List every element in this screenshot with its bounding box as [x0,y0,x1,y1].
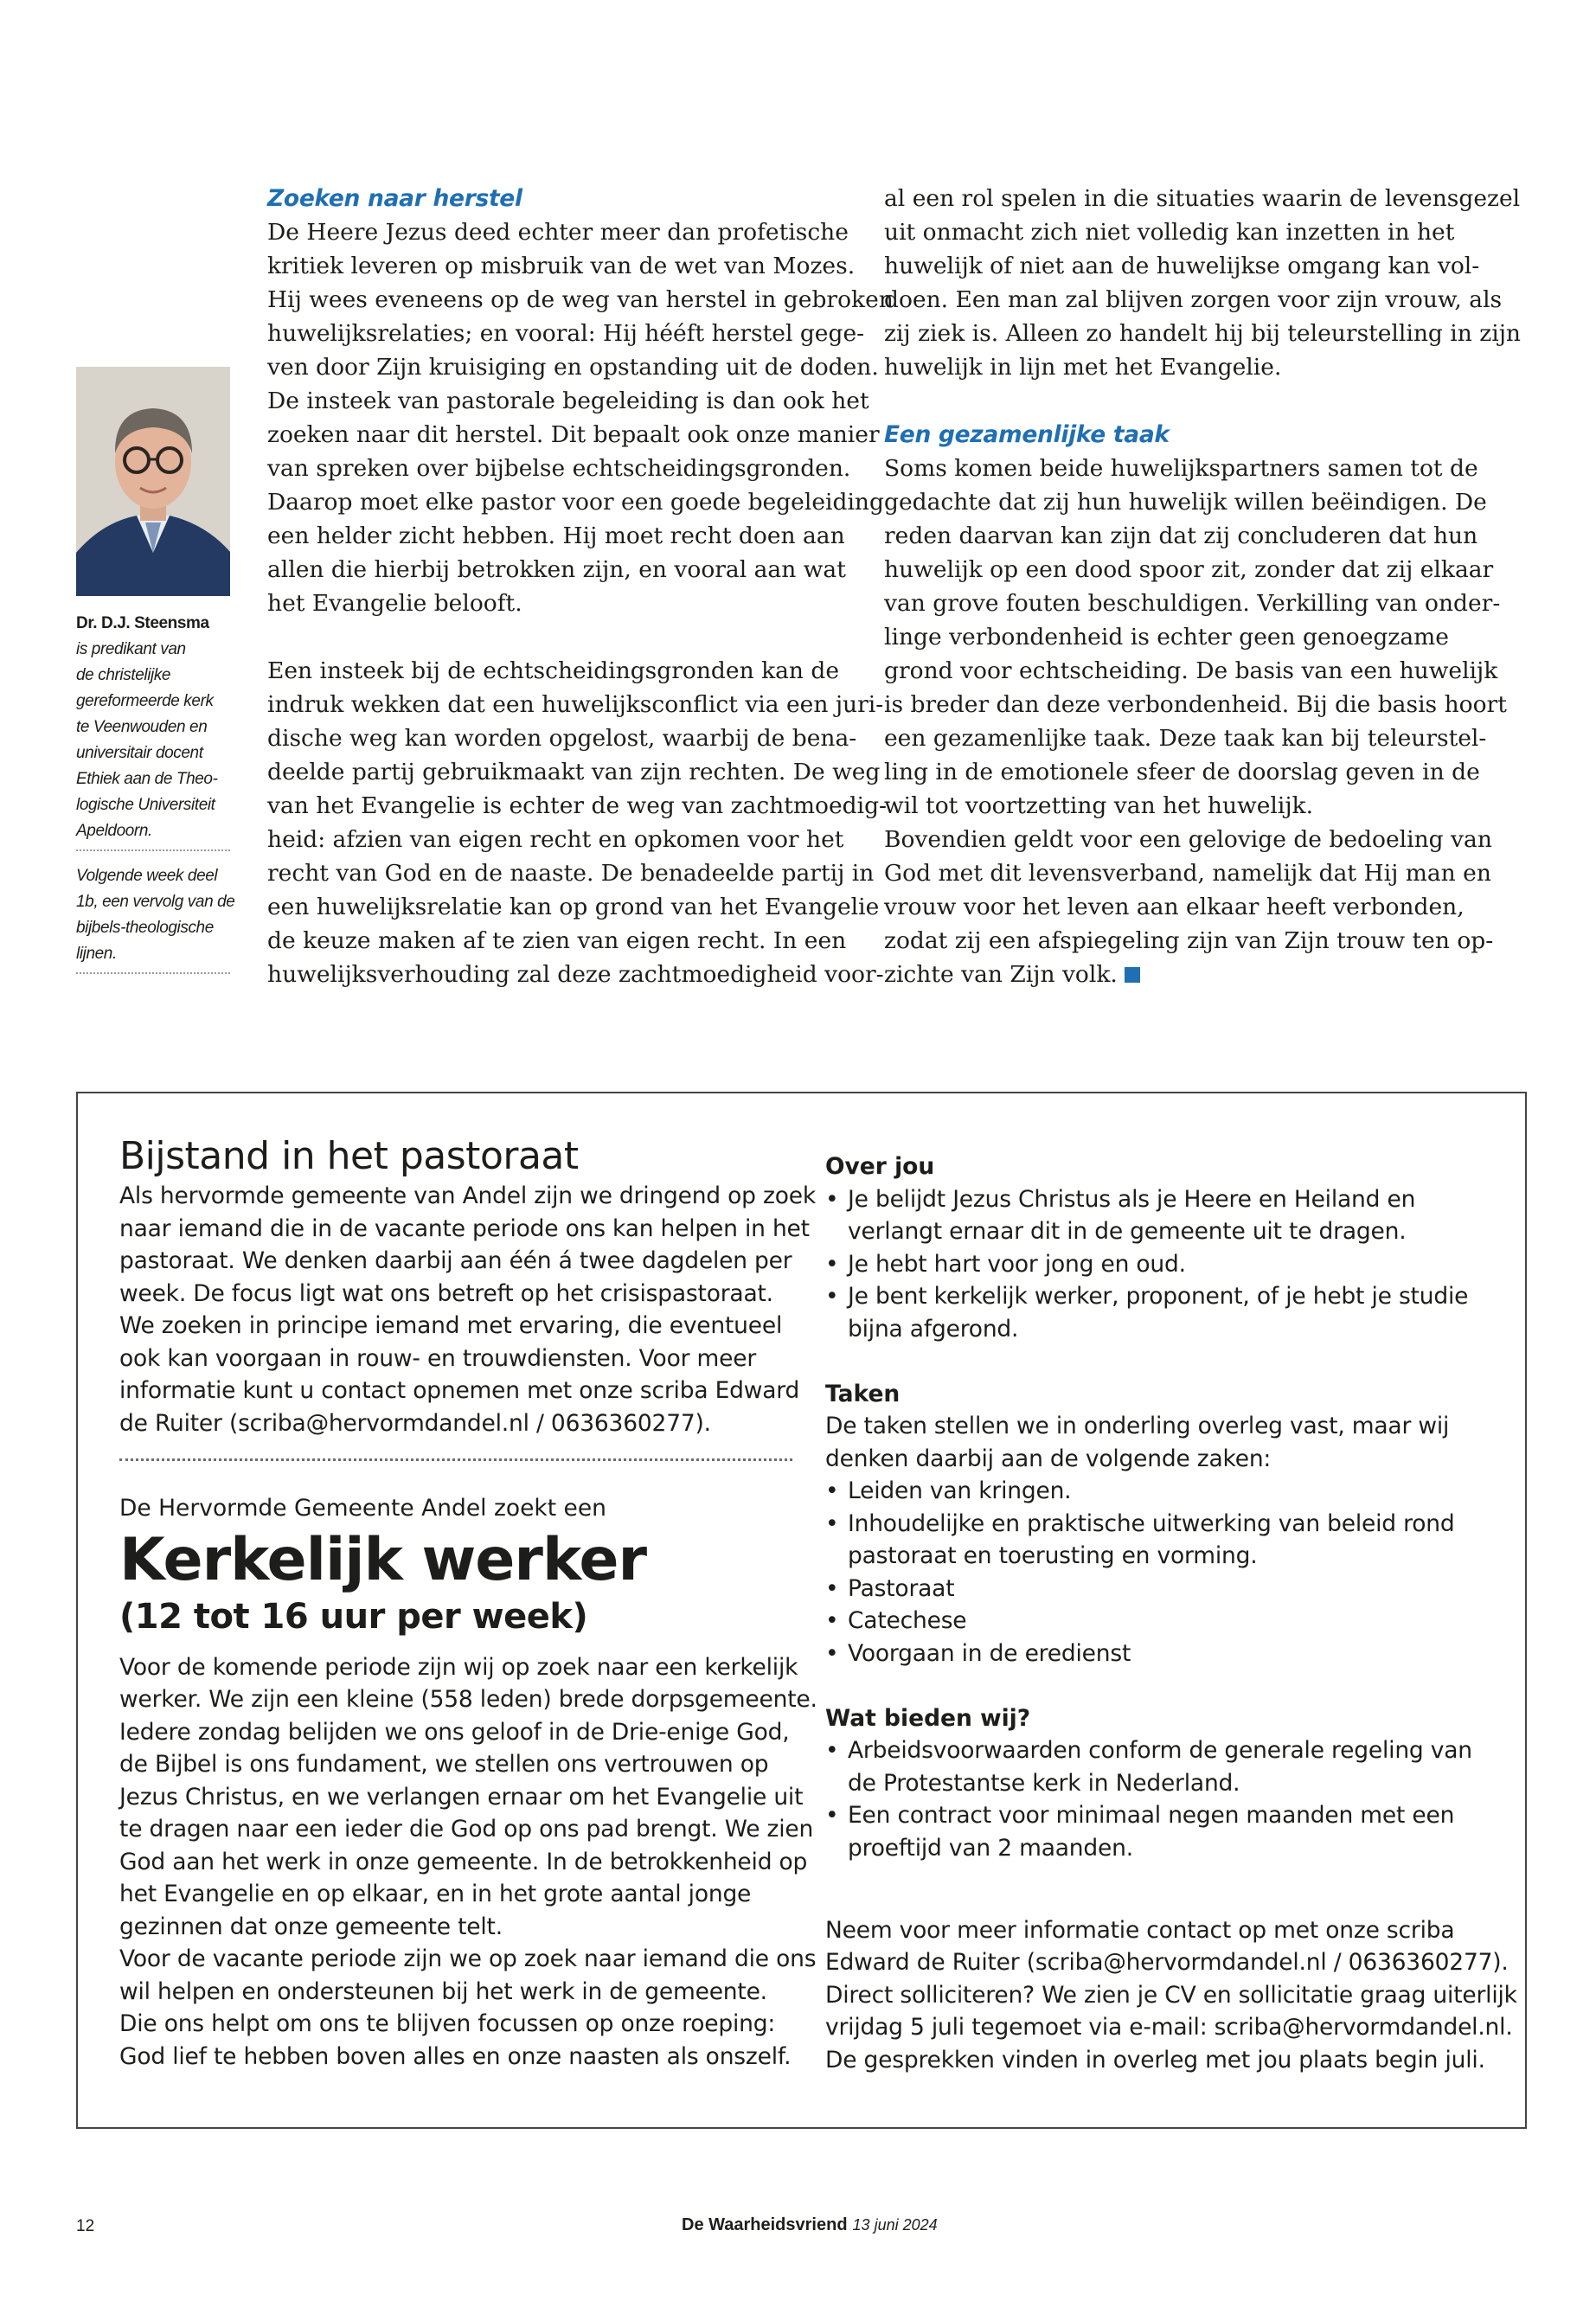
contact-line: Neem voor meer informatie contact op met onze scriba [825,1916,1455,1944]
text-line: God aan het werk in onze gemeente. In de betrokkenheid op [119,1848,808,1875]
section-heading-over-jou: Over jou [825,1153,935,1180]
bullet-item: • Catechese [825,1605,1509,1638]
text-line: naar iemand die in de vacante periode ons kan helpen in het [119,1215,810,1242]
end-mark-square-icon [1125,967,1140,983]
text-line: ven door Zijn kruisiging en opstanding uit de doden. [267,354,879,381]
text-line: van grove fouten beschuldigen. Verkilling van onder- [884,590,1501,617]
text-line: informatie kunt u contact opnemen met onze scriba Edward [119,1377,800,1404]
text-line: wil helpen en ondersteunen bij het werk in de gemeente. [119,1977,767,2005]
vacancy-title: Kerkelijk werker [119,1525,647,1594]
text-line: de Ruiter (scriba@hervormdandel.nl / 0636360277). [119,1409,711,1437]
bullet-continuation: pastoraat en toerusting en vorming. [848,1542,1258,1569]
section-heading-taken: Taken [825,1380,901,1407]
text-line: Als hervormde gemeente van Andel zijn we dringend op zoek [119,1183,816,1209]
dotted-divider [119,1458,792,1461]
text-line: al een rol spelen in die situaties waarin de levensgezel [884,185,1521,212]
author-bio-line: Apeldoorn. [76,822,152,840]
next-week-note-line: bijbels-theologische [76,919,214,937]
text-line: gezinnen dat onze gemeente telt. [119,1913,503,1940]
text-line: huwelijksverhouding zal deze zachtmoedigheid voor- [267,961,884,988]
bullet-item: • Voorgaan in de eredienst [825,1638,1509,1670]
bullet-continuation: de Protestantse kerk in Nederland. [848,1769,1240,1797]
text-line: zij ziek is. Alleen zo handelt hij bij teleurstelling in zijn [884,320,1521,347]
text-line: deelde partij gebruikmaakt van zijn rechten. De weg [267,759,881,785]
author-bio-line: universitair docent [76,744,203,762]
text-line: pastoraat. We denken daarbij aan één á twee dagdelen per [119,1247,792,1274]
vacancy-intro: De Hervormde Gemeente Andel zoekt een [119,1495,606,1522]
text-line: Hij wees eveneens op de weg van herstel in gebroken [267,286,894,313]
bullet-continuation: verlangt ernaar dit in de gemeente uit te dragen. [848,1218,1407,1245]
text-line: heid: afzien van eigen recht en opkomen voor het [267,826,844,853]
text-line: uit onmacht zich niet volledig kan inzetten in het [884,219,1455,246]
bullet-item: • Pastoraat [825,1573,1509,1606]
text-line: week. De focus ligt wat ons betreft op het crisispastoraat. [119,1279,773,1307]
article-paragraph [267,654,888,991]
vacancy-advertisement [76,1092,1527,2129]
text-line: een huwelijksrelatie kan op grond van het Evangelie [267,894,880,920]
bullet-continuation: proeftijd van 2 maanden. [848,1834,1133,1862]
text-line: doen. Een man zal blijven zorgen voor zijn vrouw, als [884,286,1503,313]
magazine-name: De Waarheidsvriend [682,2215,848,2234]
bullet-item: • Je hebt hart voor jong en oud. [825,1248,1509,1281]
text-line: huwelijksrelaties; en vooral: Hij hééft herstel gege- [267,320,865,347]
text-line: Soms komen beide huwelijkspartners samen tot de [884,455,1478,482]
bullet-item: • Je bent kerkelijk werker, proponent, of je hebt je studie [825,1280,1509,1313]
author-name: Dr. D.J. Steensma [76,614,209,632]
text-line [884,958,1455,991]
next-week-note-line: 1b, een vervolg van de [76,893,235,911]
article-paragraph [884,182,1521,384]
dotted-divider [76,849,230,851]
text-line: recht van God en de naaste. De benadeelde partij in [267,860,875,887]
text-line: kritiek leveren op misbruik van de wet van Mozes. [267,253,856,279]
ad-left-column [119,1133,817,2073]
vacancy-hours: (12 tot 16 uur per week) [119,1596,588,1637]
bullet-item: • Leiden van kringen. [825,1475,1509,1508]
text-line: het Evangelie belooft. [267,590,522,617]
text-line: huwelijk op een dood spoor zit, zonder dat zij elkaar [884,556,1494,583]
text-line: God lief te hebben boven alles en onze naasten als onszelf. [119,2042,792,2070]
portrait-icon [76,367,230,596]
bullet-item: • Je belijdt Jezus Christus als je Heere en Heiland en [825,1183,1509,1216]
text-line: linge verbondenheid is echter geen genoegzame [884,624,1449,651]
article-column-2 [884,182,1521,991]
author-bio-line: is predikant van [76,640,186,658]
text-line: denken daarbij aan de volgende zaken: [825,1445,1272,1472]
text-line: ook kan voorgaan in rouw- en trouwdiensten. Voor meer [119,1344,757,1372]
contact-line: De gesprekken vinden in overleg met jou plaats begin juli. [825,2046,1485,2073]
text-line: de Bijbel is ons fundament, we stellen ons vertrouwen op [119,1751,769,1778]
text-line: Voor de komende periode zijn wij op zoek naar een kerkelijk [119,1653,798,1681]
text-line: zoeken naar dit herstel. Dit bepaalt ook onze manier [267,421,880,448]
author-bio-line: de christelijke [76,666,171,684]
contact-line: vrijdag 5 juli tegemoet via e-mail: scriba@hervormdandel.nl. [825,2014,1513,2041]
text-line: dische weg kan worden opgelost, waarbij de bena- [267,725,857,752]
text-line: de keuze maken af te zien van eigen recht. In een [267,927,847,954]
text-line: gedachte dat zij hun huwelijk willen beëindigen. De [884,489,1487,516]
text-line: Daarop moet elke pastor voor een goede begeleiding [267,489,884,516]
next-week-note-line: Volgende week deel [76,867,218,885]
subheading-een-gezamenlijke-taak: Een gezamenlijke taak [884,421,1170,448]
text-line: Voor de vacante periode zijn we op zoek naar iemand die ons [119,1945,817,1972]
author-portrait-photo [76,367,230,596]
bijstand-title: Bijstand in het pastoraat [119,1134,579,1178]
author-caption [76,611,235,986]
author-bio-line: logische Universiteit [76,796,215,814]
page-number: 12 [76,2217,95,2235]
contact-line: Direct solliciteren? We zien je CV en sollicitatie graag uiterlijk [825,1981,1517,2009]
text-line: huwelijk in lijn met het Evangelie. [884,354,1282,381]
next-week-note-line: lijnen. [76,945,117,963]
text-line: een gezamenlijke taak. Deze taak kan bij teleurstel- [884,725,1487,752]
author-bio-line: Ethiek aan de Theo- [76,770,218,788]
author-bio-line: gereformeerde kerk [76,692,214,710]
text-line: van spreken over bijbelse echtscheidingsgronden. [267,455,851,482]
footer-publication [682,2215,938,2235]
article-paragraph [884,452,1507,991]
ad-right-column [825,1150,1517,2076]
text-line: De taken stellen we in onderling overleg vast, maar wij [825,1413,1450,1439]
text-line: grond voor echtscheiding. De basis van een huwelijk [884,657,1498,684]
text-line: Jezus Christus, en we verlangen ernaar om het Evangelie uit [119,1783,804,1811]
issue-date: 13 juni 2024 [852,2216,938,2234]
bullet-item: • Arbeidsvoorwaarden conform de generale regeling van [825,1734,1509,1767]
dotted-divider [76,972,230,974]
text-line: Iedere zondag belijden we ons geloof in de Drie-enige God, [119,1718,790,1746]
text-line: is breder dan deze verbondenheid. Bij die basis hoort [884,691,1507,718]
text-line: De Heere Jezus deed echter meer dan profetische [267,219,849,246]
contact-line: Edward de Ruiter (scriba@hervormdandel.nl / 0636360277). [825,1949,1509,1976]
article-paragraph [267,215,894,620]
text-line: zodat zij een afspiegeling zijn van Zijn trouw ten op- [884,927,1494,954]
text-line: God met dit levensverband, namelijk dat Hij man en [884,860,1491,887]
text-line: wil tot voortzetting van het huwelijk. [884,792,1314,819]
text-line: Bovendien geldt voor een gelovige de bedoeling van [884,826,1492,853]
text-line: allen die hierbij betrokken zijn, en vooral aan wat [267,556,846,583]
section-heading-wat-bieden-wij: Wat bieden wij? [825,1704,1031,1732]
bullet-item: • Een contract voor minimaal negen maanden met een [825,1799,1509,1832]
subheading-zoeken-naar-herstel: Zoeken naar herstel [267,185,522,212]
text-line: een helder zicht hebben. Hij moet recht doen aan [267,522,845,549]
text-line: huwelijk of niet aan de huwelijkse omgang kan vol- [884,253,1480,279]
text-line: De insteek van pastorale begeleiding is dan ook het [267,388,869,414]
text-line: ling in de emotionele sfeer de doorslag geven in de [884,759,1480,785]
text-line: indruk wekken dat een huwelijksconflict via een juri- [267,691,884,718]
author-bio-line: te Veenwouden en [76,718,208,736]
text-line: Een insteek bij de echtscheidingsgronden kan de [267,657,840,684]
text-line: het Evangelie en op elkaar, en in het grote aantal jonge [119,1881,752,1907]
bullet-item: • Inhoudelijke en praktische uitwerking van beleid rond [825,1508,1509,1541]
text-line: te dragen naar een ieder die God op ons pad brengt. We zien [119,1816,814,1843]
text-line: We zoeken in principe iemand met ervaring, die eventueel [119,1312,783,1339]
text-fragment: zichte van Zijn volk. [884,961,1118,988]
bullet-continuation: bijna afgerond. [848,1315,1019,1343]
article-column-1 [267,182,894,991]
text-line: van het Evangelie is echter de weg van zachtmoedig- [267,792,888,819]
text-line: Die ons helpt om ons te blijven focussen op onze roeping: [119,2010,776,2037]
text-line: werker. We zijn een kleine (558 leden) brede dorpsgemeente. [119,1686,817,1713]
text-line: reden daarvan kan zijn dat zij concluderen dat hun [884,522,1478,549]
text-line: vrouw voor het leven aan elkaar heeft verbonden, [884,894,1465,920]
